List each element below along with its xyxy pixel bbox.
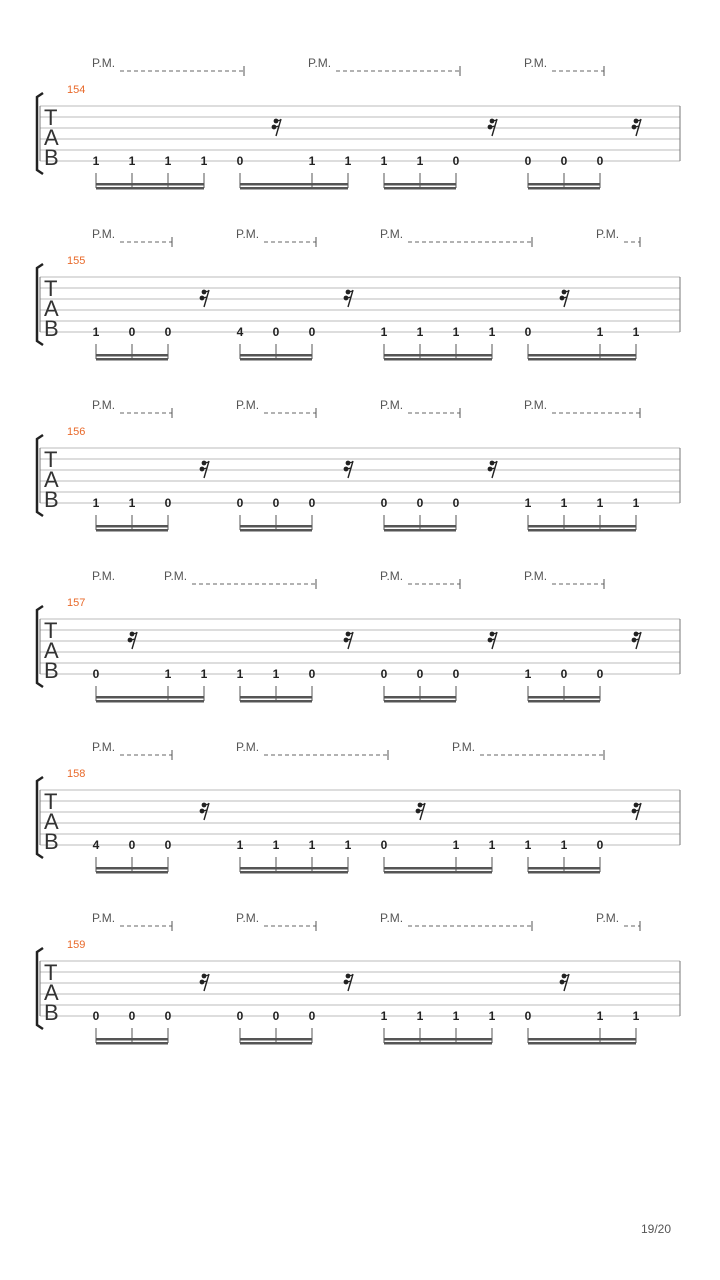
beam	[96, 187, 204, 190]
fret-number: 0	[128, 1009, 136, 1023]
fret-number: 0	[92, 1009, 100, 1023]
fret-number: 1	[344, 838, 352, 852]
palm-mute-label: P.M.	[92, 227, 116, 241]
tab-clef-letter: A	[44, 296, 59, 321]
beam	[240, 700, 312, 703]
fret-number: 0	[236, 1009, 244, 1023]
fret-number: 1	[632, 325, 640, 339]
fret-number: 1	[452, 1009, 460, 1023]
fret-number: 1	[488, 325, 496, 339]
beam	[240, 871, 348, 874]
sixteenth-rest	[344, 974, 353, 991]
fret-number: 1	[524, 838, 532, 852]
beam	[384, 871, 492, 874]
fret-number: 1	[488, 838, 496, 852]
fret-number: 0	[452, 667, 460, 681]
fret-number: 0	[416, 496, 424, 510]
measure-number: 156	[67, 426, 86, 438]
fret-number: 0	[380, 496, 388, 510]
fret-number: 0	[524, 154, 532, 168]
sixteenth-rest	[344, 632, 353, 649]
beam	[96, 696, 204, 699]
sixteenth-rest	[200, 974, 209, 991]
tab-clef-letter: T	[44, 276, 58, 301]
palm-mute-label: P.M.	[380, 227, 404, 241]
fret-number: 1	[596, 1009, 604, 1023]
beam	[240, 529, 312, 532]
beam	[384, 696, 456, 699]
fret-number: 1	[452, 838, 460, 852]
beam	[96, 529, 168, 532]
sixteenth-rest	[632, 632, 641, 649]
palm-mute-label: P.M.	[236, 911, 260, 925]
fret-number: 0	[308, 667, 316, 681]
fret-number: 1	[596, 325, 604, 339]
sixteenth-rest	[632, 803, 641, 820]
palm-mute-label: P.M.	[236, 398, 260, 412]
sixteenth-rest	[560, 974, 569, 991]
beam	[528, 700, 600, 703]
beam	[96, 867, 168, 870]
palm-mute-label: P.M.	[92, 911, 116, 925]
measure-number: 154	[67, 84, 86, 96]
fret-number: 1	[416, 325, 424, 339]
tab-clef-letter: B	[44, 145, 59, 170]
fret-number: 1	[272, 838, 280, 852]
fret-number: 1	[200, 154, 208, 168]
fret-number: 0	[308, 325, 316, 339]
palm-mute-label: P.M.	[524, 398, 548, 412]
fret-number: 0	[236, 496, 244, 510]
fret-number: 1	[344, 154, 352, 168]
beam	[96, 700, 204, 703]
sixteenth-rest	[488, 461, 497, 478]
fret-number: 0	[164, 838, 172, 852]
palm-mute-label: P.M.	[380, 569, 404, 583]
tab-clef-letter: A	[44, 638, 59, 663]
beam	[240, 1042, 312, 1045]
palm-mute-label: P.M.	[524, 56, 548, 70]
beam	[384, 867, 492, 870]
tab-clef-letter: A	[44, 467, 59, 492]
tab-clef-letter: B	[44, 658, 59, 683]
palm-mute-label: P.M.	[92, 398, 116, 412]
tab-clef-letter: B	[44, 316, 59, 341]
fret-number: 1	[596, 496, 604, 510]
measure-number: 155	[67, 255, 86, 267]
fret-number: 1	[236, 667, 244, 681]
fret-number: 0	[128, 325, 136, 339]
beam	[240, 187, 348, 190]
measure-number: 159	[67, 939, 86, 951]
fret-number: 0	[308, 496, 316, 510]
fret-number: 1	[308, 838, 316, 852]
sixteenth-rest	[200, 803, 209, 820]
fret-number: 1	[200, 667, 208, 681]
sixteenth-rest	[344, 461, 353, 478]
palm-mute-label: P.M.	[524, 569, 548, 583]
beam	[96, 1042, 168, 1045]
fret-number: 0	[164, 1009, 172, 1023]
fret-number: 0	[308, 1009, 316, 1023]
palm-mute-label: P.M.	[308, 56, 332, 70]
beam	[528, 1042, 636, 1045]
tab-system	[37, 56, 680, 190]
tab-system	[37, 740, 680, 874]
fret-number: 0	[272, 325, 280, 339]
beam	[528, 183, 600, 186]
fret-number: 1	[380, 325, 388, 339]
fret-number: 1	[236, 838, 244, 852]
fret-number: 0	[164, 496, 172, 510]
beam	[384, 358, 492, 361]
sixteenth-rest	[344, 290, 353, 307]
beam	[384, 525, 456, 528]
beam	[384, 529, 456, 532]
palm-mute-label: P.M.	[236, 227, 260, 241]
palm-mute-label: P.M.	[596, 227, 620, 241]
fret-number: 1	[524, 667, 532, 681]
fret-number: 1	[128, 496, 136, 510]
sixteenth-rest	[128, 632, 137, 649]
fret-number: 0	[452, 496, 460, 510]
beam	[240, 696, 312, 699]
fret-number: 4	[92, 838, 100, 852]
sixteenth-rest	[632, 119, 641, 136]
palm-mute-label: P.M.	[380, 911, 404, 925]
beam	[384, 187, 456, 190]
beam	[528, 525, 636, 528]
tab-system	[37, 569, 680, 703]
tab-clef-letter: A	[44, 980, 59, 1005]
measure-number: 158	[67, 768, 86, 780]
fret-number: 1	[380, 154, 388, 168]
fret-number: 0	[92, 667, 100, 681]
palm-mute-label: P.M.	[236, 740, 260, 754]
beam	[96, 354, 168, 357]
fret-number: 1	[380, 1009, 388, 1023]
fret-number: 0	[524, 1009, 532, 1023]
fret-number: 1	[92, 325, 100, 339]
tab-clef-letter: T	[44, 447, 58, 472]
tab-system	[37, 911, 680, 1045]
fret-number: 4	[236, 325, 244, 339]
beam	[528, 696, 600, 699]
fret-number: 1	[632, 1009, 640, 1023]
fret-number: 0	[452, 154, 460, 168]
fret-number: 0	[596, 667, 604, 681]
beam	[528, 354, 636, 357]
beam	[96, 1038, 168, 1041]
fret-number: 0	[596, 838, 604, 852]
sixteenth-rest	[488, 632, 497, 649]
fret-number: 0	[236, 154, 244, 168]
sixteenth-rest	[200, 290, 209, 307]
fret-number: 1	[308, 154, 316, 168]
sixteenth-rest	[272, 119, 281, 136]
palm-mute-label: P.M.	[452, 740, 476, 754]
sixteenth-rest	[416, 803, 425, 820]
beam	[96, 525, 168, 528]
sixteenth-rest	[488, 119, 497, 136]
tab-clef-letter: T	[44, 618, 58, 643]
fret-number: 0	[272, 496, 280, 510]
fret-number: 1	[416, 154, 424, 168]
beam	[384, 1038, 492, 1041]
palm-mute-label: P.M.	[92, 56, 116, 70]
tab-clef-letter: B	[44, 1000, 59, 1025]
fret-number: 1	[452, 325, 460, 339]
fret-number: 1	[164, 154, 172, 168]
fret-number: 0	[128, 838, 136, 852]
fret-number: 1	[164, 667, 172, 681]
beam	[528, 1038, 636, 1041]
beam	[384, 183, 456, 186]
beam	[528, 358, 636, 361]
fret-number: 1	[128, 154, 136, 168]
palm-mute-label: P.M.	[92, 569, 116, 583]
fret-number: 0	[272, 1009, 280, 1023]
beam	[240, 867, 348, 870]
tab-clef-letter: T	[44, 960, 58, 985]
fret-number: 1	[560, 496, 568, 510]
fret-number: 0	[560, 667, 568, 681]
beam	[528, 871, 600, 874]
beam	[528, 529, 636, 532]
palm-mute-label: P.M.	[380, 398, 404, 412]
fret-number: 1	[92, 496, 100, 510]
sixteenth-rest	[200, 461, 209, 478]
palm-mute-label: P.M.	[596, 911, 620, 925]
fret-number: 0	[380, 667, 388, 681]
tab-clef-letter: T	[44, 789, 58, 814]
tab-clef-letter: B	[44, 829, 59, 854]
beam	[96, 871, 168, 874]
fret-number: 1	[272, 667, 280, 681]
fret-number: 0	[596, 154, 604, 168]
tab-clef-letter: A	[44, 125, 59, 150]
beam	[384, 700, 456, 703]
fret-number: 1	[560, 838, 568, 852]
fret-number: 1	[416, 1009, 424, 1023]
beam	[96, 183, 204, 186]
fret-number: 0	[380, 838, 388, 852]
tab-clef-letter: T	[44, 105, 58, 130]
page-number: 19/20	[641, 1222, 672, 1236]
beam	[240, 354, 312, 357]
beam	[384, 1042, 492, 1045]
palm-mute-label: P.M.	[164, 569, 188, 583]
fret-number: 1	[92, 154, 100, 168]
tab-clef-letter: A	[44, 809, 59, 834]
tab-clef-letter: B	[44, 487, 59, 512]
beam	[240, 525, 312, 528]
fret-number: 0	[416, 667, 424, 681]
beam	[528, 867, 600, 870]
sixteenth-rest	[560, 290, 569, 307]
measure-number: 157	[67, 597, 86, 609]
fret-number: 0	[524, 325, 532, 339]
tab-system	[37, 227, 680, 361]
beam	[96, 358, 168, 361]
fret-number: 1	[632, 496, 640, 510]
beam	[528, 187, 600, 190]
beam	[240, 1038, 312, 1041]
beam	[240, 183, 348, 186]
palm-mute-label: P.M.	[92, 740, 116, 754]
beam	[240, 358, 312, 361]
fret-number: 0	[164, 325, 172, 339]
fret-number: 1	[524, 496, 532, 510]
beam	[384, 354, 492, 357]
fret-number: 0	[560, 154, 568, 168]
fret-number: 1	[488, 1009, 496, 1023]
tab-system	[37, 398, 680, 532]
